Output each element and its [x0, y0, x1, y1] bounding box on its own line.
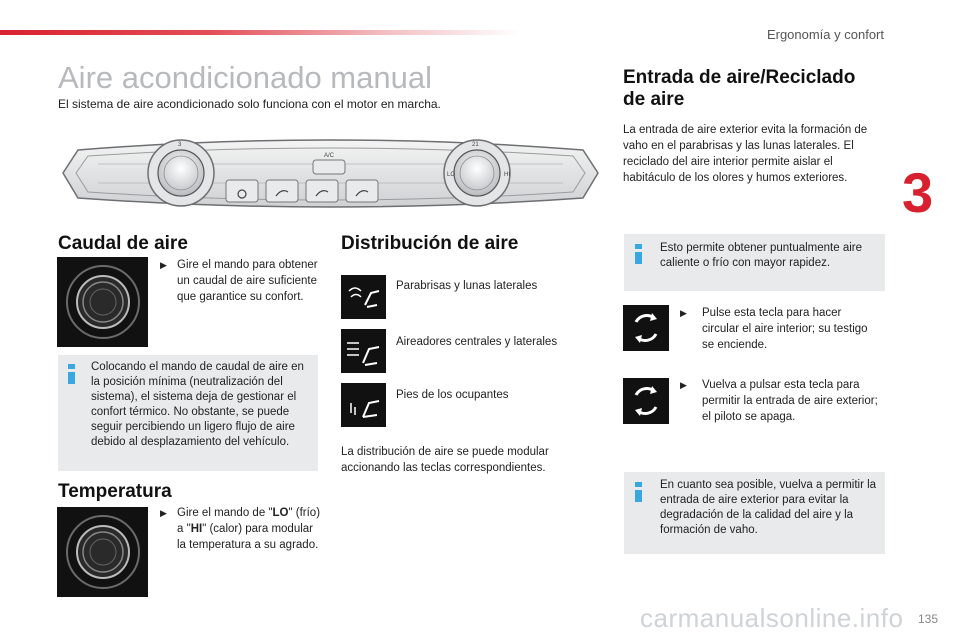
bullet-icon: ▶: [160, 260, 167, 270]
fresh-air-button-icon: [623, 378, 669, 424]
entrada-step-1: [680, 305, 880, 353]
entrada-step-2: [680, 377, 880, 425]
fan-dial-image: [57, 257, 148, 347]
climate-panel-illustration: [58, 128, 603, 218]
distribucion-heading: Distribución de aire: [341, 233, 519, 254]
caudal-info-text: Colocando el mando de caudal de aire en la posición mínima (neutralización del sistema), el sistema deja de gestionar el confort térmico. No obstante, se puede seguir percibiendo un ligero flujo de aire debido al desplazamiento del vehículo.: [91, 361, 304, 448]
hi-label: HI: [190, 523, 203, 535]
left-dial-top-label: 3: [178, 142, 182, 148]
distribucion-item-3: Pies de los ocupantes: [396, 389, 509, 401]
section-header: Ergonomía y confort: [766, 27, 884, 42]
distribucion-note: La distribución de aire se puede modular accionando las teclas correspondientes.: [341, 446, 549, 474]
ac-label: A/C: [324, 153, 335, 159]
entrada-step-1-text: Pulse esta tecla para hacer circular el aire interior; su testigo se enciende.: [702, 307, 868, 351]
foot-vent-icon: [341, 383, 386, 427]
entrada-info-text-1: Esto permite obtener puntualmente aire caliente o frío con mayor rapidez.: [660, 242, 863, 269]
entrada-intro: La entrada de aire exterior evita la formación de vaho en el parabrisas y las lunas laterales. El reciclado del aire interior permite aislar el habitáculo de los olores y humos exteriores.: [623, 124, 868, 184]
distribucion-item-1: Parabrisas y lunas laterales: [396, 280, 538, 292]
entrada-step-2-text: Vuelva a pulsar esta tecla para permitir la entrada de aire exterior; el piloto se apaga.: [702, 379, 878, 423]
distribucion-item-2: Aireadores centrales y laterales: [396, 336, 558, 348]
watermark: carmanualsonline.info: [640, 603, 904, 633]
caudal-text-block: [160, 257, 322, 305]
bullet-icon: ▶: [680, 380, 687, 390]
entrada-info-box-1: [624, 234, 885, 291]
caudal-info-box: [58, 355, 318, 471]
right-dial-hi-label: HI: [504, 172, 510, 178]
page-subtitle: El sistema de aire acondicionado solo funciona con el motor en marcha.: [58, 97, 441, 111]
recirculation-button-icon: [623, 305, 669, 351]
entrada-heading: Entrada de aire/Reciclado de aire: [623, 67, 856, 110]
temperatura-text: Gire el mando de "LO" (frío) a "HI" (calor) para modular la temperatura a su agrado.: [177, 507, 321, 551]
lo-label: LO: [272, 507, 289, 519]
temperatura-text-block: [160, 505, 322, 553]
caudal-text: Gire el mando para obtener un caudal de aire suficiente que garantice su confort.: [177, 259, 318, 303]
right-dial-lo-label: LO: [447, 172, 456, 178]
right-dial-top-label: 21: [472, 142, 479, 148]
entrada-info-box-2: [624, 472, 885, 554]
bullet-icon: ▶: [680, 308, 687, 318]
entrada-info-text-2: En cuanto sea posible, vuelva a permitir la entrada de aire exterior para evitar la degradación de la calidad del aire y la formación de vaho.: [660, 479, 877, 536]
chapter-number: 3: [902, 161, 934, 224]
temperatura-heading: Temperatura: [58, 481, 172, 502]
page-title: Aire acondicionado manual: [58, 60, 432, 95]
temperature-dial-image: [57, 507, 148, 597]
caudal-heading: Caudal de aire: [58, 233, 188, 254]
face-vent-icon: [341, 329, 386, 373]
bullet-icon: ▶: [160, 508, 167, 518]
top-accent-bar: [0, 30, 520, 35]
page-number: 135: [917, 612, 938, 626]
windscreen-icon: [341, 275, 386, 319]
